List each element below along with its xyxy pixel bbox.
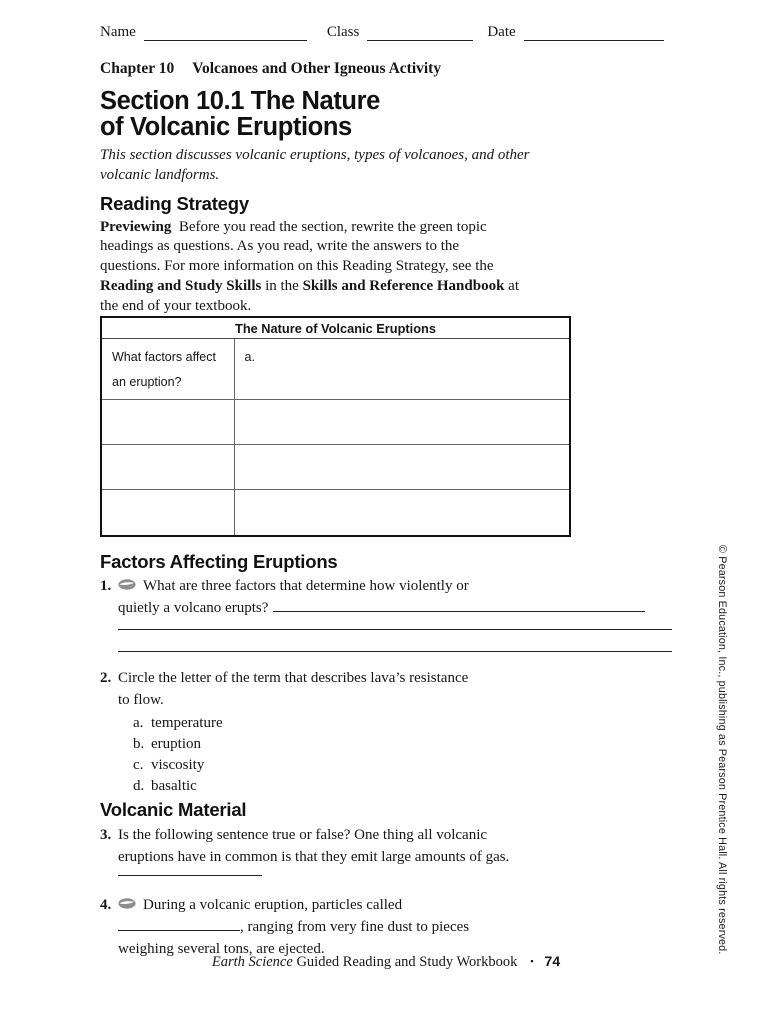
answer-choices	[133, 713, 672, 797]
question-4-text: During a volcanic eruption, particles called	[143, 897, 403, 914]
question-3-number: 3.	[100, 827, 112, 844]
date-label: Date	[487, 24, 516, 40]
answer-blank-line[interactable]	[118, 619, 672, 630]
class-label: Class	[326, 24, 360, 40]
key-concept-icon	[118, 898, 136, 909]
factors-heading: Factors Affecting Eruptions	[100, 551, 338, 573]
table-cell-empty[interactable]	[101, 399, 234, 444]
table-row	[101, 399, 570, 444]
copyright-notice: © Pearson Education, Inc., publishing as Pearson Prentice Hall. All rights reserved.	[716, 545, 728, 955]
question-2-number: 2.	[100, 670, 112, 687]
page-footer	[100, 953, 672, 971]
answer-blank-line[interactable]	[273, 611, 645, 612]
class-write-in-line[interactable]	[367, 26, 473, 41]
table-cell-empty[interactable]	[234, 444, 570, 489]
answer-choice-a[interactable]: a. temperature	[133, 715, 223, 732]
question-2: 2. Circle the letter of the term that describes lava’s resistance to flow. a. temperature b. eruption c. viscosity d. basaltic	[100, 667, 672, 797]
answer-blank-line[interactable]	[118, 868, 262, 876]
date-write-in-line[interactable]	[524, 26, 664, 41]
reading-strategy-paragraph: Previewing Before you read the section, rewrite the green topic headings as questions. As you read, write the answers to the questions. For more information on this Reading Strategy, see the Reading and Study Skills in the Skills and Reference Handbook at the end of your textbook.	[100, 218, 519, 314]
table-cell-question: What factors affect an eruption?	[101, 338, 234, 399]
question-4-number: 4.	[100, 897, 112, 914]
question-2-text: Circle the letter of the term that describes lava’s resistance	[118, 670, 469, 687]
table-row	[101, 444, 570, 489]
footer-bullet: ▪	[530, 955, 534, 966]
table-row	[101, 489, 570, 536]
key-concept-icon	[118, 579, 136, 590]
table-cell-empty[interactable]	[234, 489, 570, 536]
footer-text: Guided Reading and Study Workbook	[292, 954, 518, 970]
volcanic-material-heading: Volcanic Material	[100, 799, 247, 821]
table-cell-empty[interactable]	[234, 399, 570, 444]
answer-choice-d[interactable]: d. basaltic	[133, 778, 197, 795]
question-3: 3. Is the following sentence true or false? One thing all volcanic eruptions have in common is that they emit large amounts of gas.	[100, 824, 672, 876]
question-4: 4. During a volcanic eruption, particles called , ranging from very fine dust to pieces weighing several tons, are ejected.	[100, 894, 672, 960]
reading-strategy-heading: Reading Strategy	[100, 192, 249, 214]
chapter-number: Chapter 10	[100, 60, 175, 77]
book-title: Earth Science	[211, 954, 293, 970]
question-1: 1. What are three factors that determine how violently or quietly a volcano erupts?	[100, 575, 672, 652]
name-write-in-line[interactable]	[144, 26, 307, 41]
chapter-title: Volcanoes and Other Igneous Activity	[192, 60, 442, 77]
table-cell-empty[interactable]	[101, 444, 234, 489]
section-title: Section 10.1 The Nature of Volcanic Eruptions	[100, 87, 380, 142]
question-1-number: 1.	[100, 578, 112, 595]
name-label: Name	[100, 24, 136, 40]
answer-blank-line[interactable]	[118, 630, 672, 652]
answer-blank-line[interactable]	[118, 930, 240, 931]
answer-choice-b[interactable]: b. eruption	[133, 736, 201, 753]
chapter-heading	[100, 60, 672, 78]
reading-strategy-table	[100, 316, 571, 537]
section-summary: This section discusses volcanic eruptions, types of volcanoes, and other volcanic landforms.	[100, 146, 530, 183]
question-3-text: Is the following sentence true or false? One thing all volcanic	[118, 827, 488, 844]
table-cell-empty[interactable]	[101, 489, 234, 536]
previewing-label: Previewing	[100, 218, 172, 235]
question-1-text: What are three factors that determine how violently or	[143, 578, 469, 595]
answer-choice-c[interactable]: c. viscosity	[133, 757, 205, 774]
table-title: The Nature of Volcanic Eruptions	[101, 317, 570, 338]
page-number: 74	[544, 953, 561, 969]
table-cell-answer-a[interactable]: a.	[234, 338, 570, 399]
table-header-row	[101, 317, 570, 338]
student-info-row	[100, 0, 672, 41]
table-row	[101, 338, 570, 399]
